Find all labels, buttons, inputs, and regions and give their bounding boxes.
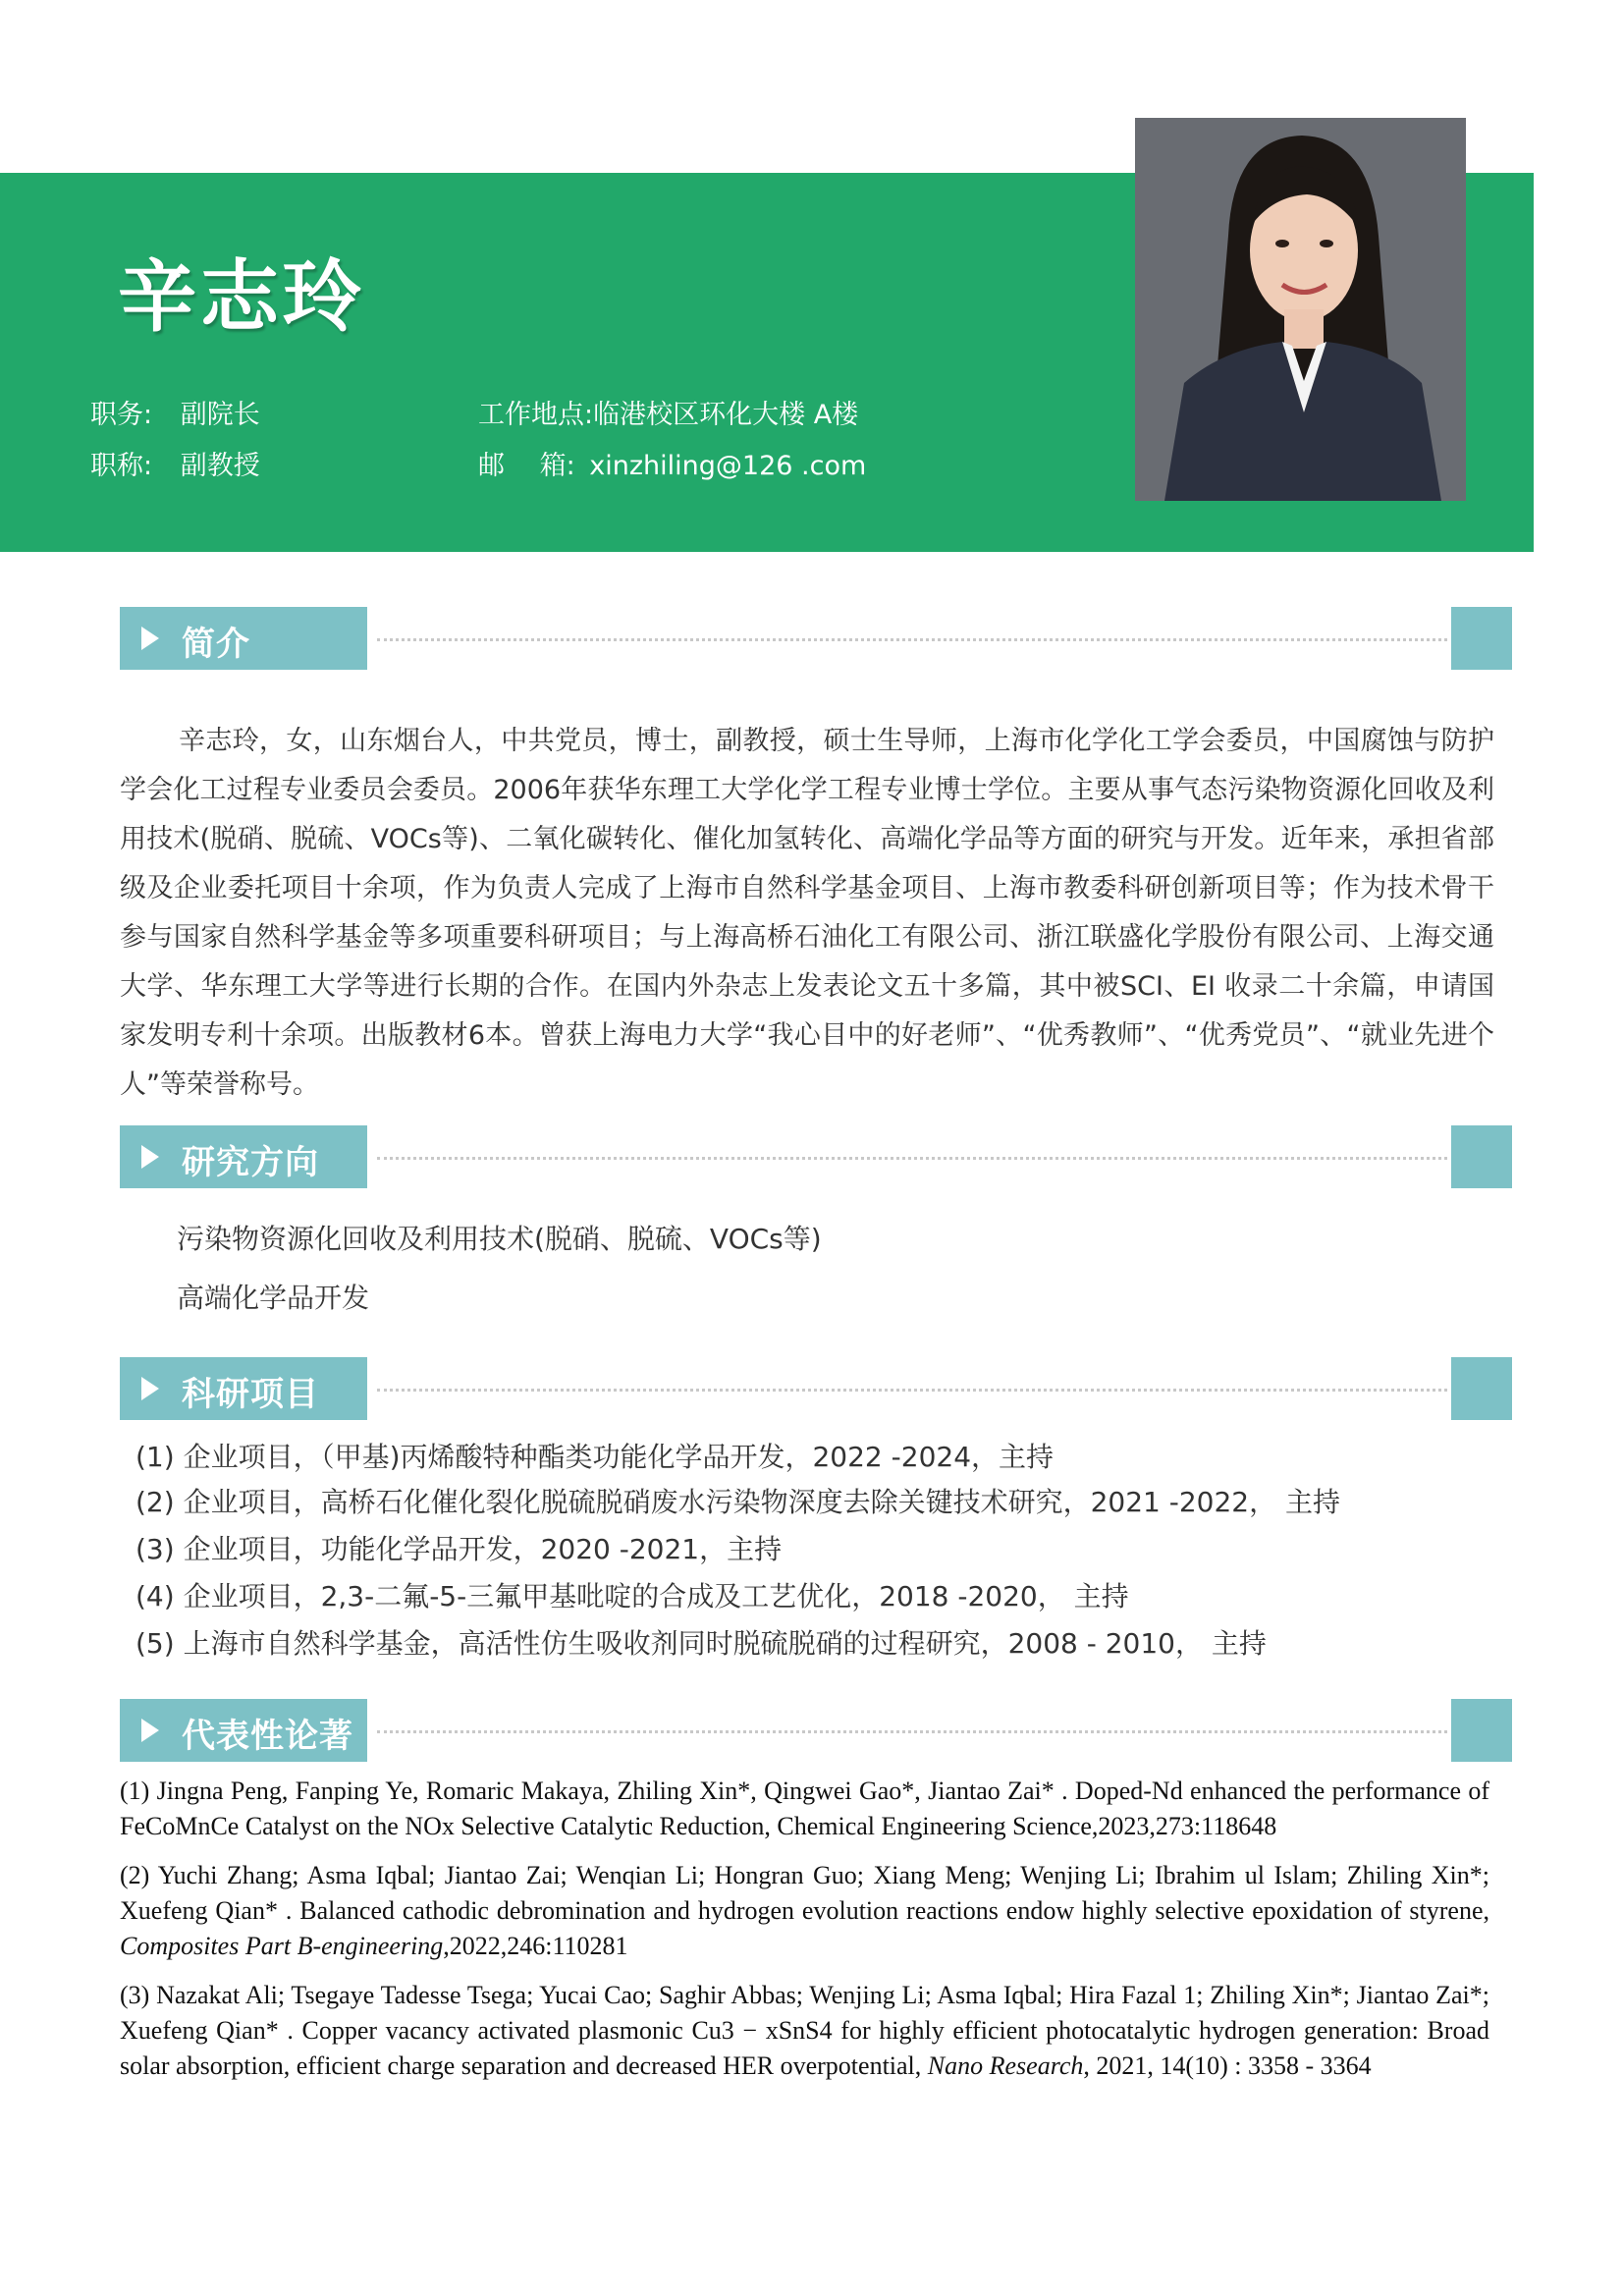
section-title-intro: 简介 [182,625,250,664]
play-arrow-icon [141,1377,159,1400]
workplace-row [478,393,858,431]
project-item: (1) 企业项目，（甲基)丙烯酸特种酯类功能化学品开发，2022 -2024，主持 [135,1441,1055,1473]
position-label: 职务: [90,400,153,430]
section-header-projects [120,1357,367,1420]
title-label: 职称: [90,451,153,481]
section-divider [377,1730,1447,1733]
publication-list [120,1774,1489,2098]
section-divider [377,638,1447,641]
section-title-papers: 代表性论著 [182,1717,353,1756]
play-arrow-icon [141,1719,159,1742]
title-row [90,444,260,482]
email-value: xinzhiling@126 .com [589,451,867,481]
position-row [90,393,260,431]
publication-text: (1) Jingna Peng, Fanping Ye, Romaric Makaya, Zhiling Xin*, Qingwei Gao*, Jiantao Zai* . Doped-Nd enhanced the performance of FeCoMnCe Catalyst on the NOx Selective Catalytic Reduction, Chemical Engineering Science,2023,273:118648 [120,1777,1489,1840]
section-header-papers [120,1699,367,1762]
research-item: 高端化学品开发 [177,1282,370,1314]
person-name: 辛志玲 [118,251,365,343]
publication-text: (2) Yuchi Zhang; Asma Iqbal; Jiantao Zai; Wenqian Li; Hongran Guo; Xiang Meng; Wenjing Li; Ibrahim ul Islam; Zhiling Xin*; Xuefeng Qian* . Balanced cathodic debromination and hydrogen evolution reactions endow highly selective epoxidation of styrene, [120,1861,1489,1925]
project-item: (4) 企业项目，2,3-二氟-5-三氟甲基吡啶的合成及工艺优化，2018 -2020， 主持 [135,1580,1129,1613]
project-item: (2) 企业项目，高桥石化催化裂化脱硫脱硝废水污染物深度去除关键技术研究，2021 -2022， 主持 [135,1486,1340,1518]
workplace-label: 工作地点: [478,400,594,430]
publication-citation: ,2022,246:110281 [443,1932,628,1960]
position-value: 副院长 [180,400,260,430]
section-header-intro [120,607,367,670]
research-item: 污染物资源化回收及利用技术(脱硝、脱硫、VOCs等) [177,1223,822,1255]
journal-name: Composites Part B-engineering [120,1932,444,1960]
publication-item [120,1774,1489,1844]
email-label: 邮 箱: [478,451,575,481]
publication-citation: , 2021, 14(10) : 3358 - 3364 [1083,2051,1372,2080]
section-divider [377,1157,1447,1160]
project-item: (3) 企业项目，功能化学品开发，2020 -2021，主持 [135,1533,783,1565]
section-end-block [1451,1699,1512,1762]
section-header-research [120,1125,367,1188]
publication-item [120,1858,1489,1964]
section-divider [377,1389,1447,1392]
journal-name: Nano Research [927,2051,1084,2080]
workplace-value: 临港校区环化大楼 A楼 [593,400,859,430]
play-arrow-icon [141,1145,159,1169]
email-row [478,444,866,482]
publication-item [120,1978,1489,2084]
publication-text: (3) Nazakat Ali; Tsegaye Tadesse Tsega; Yucai Cao; Saghir Abbas; Wenjing Li; Asma Iqbal; Hira Fazal 1; Zhiling Xin*; Jiantao Zai*; Xuefeng Qian* . Copper vacancy activated plasmonic Cu3 − xSnS4 for highly efficient photocatalytic hydrogen generation: Broad solar absorption, efficient charge separation and decreased HER overpotential, [120,1981,1489,2080]
section-end-block [1451,607,1512,670]
title-value: 副教授 [180,451,260,481]
section-end-block [1451,1357,1512,1420]
section-title-projects: 科研项目 [182,1375,319,1414]
play-arrow-icon [141,627,159,650]
section-end-block [1451,1125,1512,1188]
section-title-research: 研究方向 [182,1143,319,1182]
project-item: (5) 上海市自然科学基金，高活性仿生吸收剂同时脱硫脱硝的过程研究，2008 - 2010， 主持 [135,1627,1267,1660]
portrait-photo [1135,118,1466,501]
intro-paragraph: 辛志玲，女，山东烟台人，中共党员，博士，副教授，硕士生导师，上海市化学化工学会委员，中国腐蚀与防护学会化工过程专业委员会委员。2006年获华东理工大学化学工程专业博士学位。主要从事气态污染物资源化回收及利用技术(脱硝、脱硫、VOCs等)、二氧化碳转化、催化加氢转化、高端化学品等方面的研究与开发。近年来，承担省部级及企业委托项目十余项，作为负责人完成了上海市自然科学基金项目、上海市教委科研创新项目等；作为技术骨干参与国家自然科学基金等多项重要科研项目；与上海高桥石油化工有限公司、浙江联盛化学股份有限公司、上海交通大学、华东理工大学等进行长期的合作。在国内外杂志上发表论文五十多篇，其中被SCI、EI 收录二十余篇，申请国家发明专利十余项。出版教材6本。曾获上海电力大学“我心目中的好老师”、“优秀教师”、“优秀党员”、“就业先进个人”等荣誉称号。 [120,726,1494,1100]
